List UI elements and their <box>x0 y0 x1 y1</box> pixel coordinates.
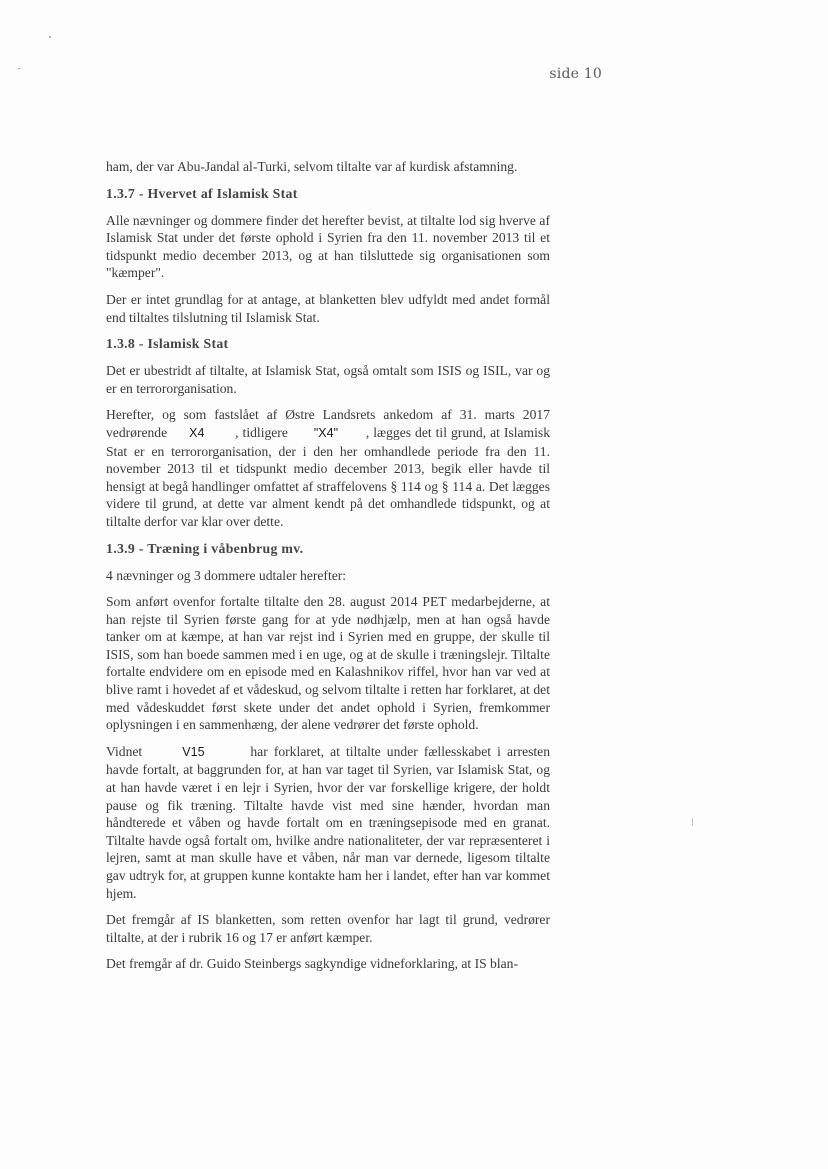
paragraph-1-3-9-b: Som anført ovenfor fortalte tiltalte den 28. august 2014 PET medarbejderne, at han rejste til Syrien første gang for at yde nødhjælp, men at han også havde tanker om at kæmpe, at han var rejst ind i Syrien med en gruppe, der skulle til ISIS, som han boede sammen med i en uge, og at de skulle i træningslejr. Tiltalte fortalte endvidere om en episode med en Kalashnikov riffel, hvor han var ved at blive ramt i hovedet af et vådeskud, og selvom tiltalte i retten har forklaret, at det med vådeskuddet først skete under det andet ophold i Syrien, fremkommer oplysningen i en sammenhæng, der alene vedrører det første ophold. <box>106 594 550 733</box>
scan-speck <box>49 36 51 38</box>
redaction-label: "X4" <box>313 425 339 440</box>
page-number: side 10 <box>549 66 602 82</box>
text-run: , lægges det til grund, at Islamisk Stat er en terrororganisation, der i den her omhandlede periode fra den 11. november 2013 til et tidspunkt medio december 2013, begik eller havde til hensigt at begå handlinger omfattet af straffelovens § 114 og § 114 a. Det lægges videre til grund, at dette var alment kendt på det omhandlede tidspunkt, og at tiltalte derfor var klar over dette. <box>106 424 550 529</box>
paragraph-1-3-7-b: Der er intet grundlag for at antage, at blanketten blev udfyldt med andet formål end tiltaltes tilslutning til Islamisk Stat. <box>106 291 550 325</box>
paragraph-1-3-9-a: 4 nævninger og 3 dommere udtaler herefter: <box>106 567 347 583</box>
scan-speck <box>692 818 693 826</box>
text-run: har forklaret, at tiltalte under fællesskabet i arresten havde fortalt, at baggrunden for, at han var taget til Syrien, var Islamisk Stat, og at han havde været i en lejr i Syrien, hvor der var forskellige krigere, der holdt pause og fik træning. Tiltalte havde vist med sine hænder, hvordan man håndterede et våben og havde fortalt om en træningsepisode med en granat. Tiltalte havde også fortalt om, hvilke andre nationaliteter, der var repræsenteret i lejren, samt at man skulle have et våben, når man var dernede, ligesom tiltalte gav udtryk for, at gruppen kunne kontakte ham her i landet, efter han var kommet hjem. <box>106 743 550 901</box>
paragraph-1-3-7-a: Alle nævninger og dommere finder det herefter bevist, at tiltalte lod sig hverve af Islamisk Stat under det første ophold i Syrien fra den 11. november 2013 til et tidspunkt medio december 2013, og at han tilsluttede sig organisationen som "kæmper". <box>106 212 550 281</box>
intro-paragraph: ham, der var Abu-Jandal al-Turki, selvom tiltalte var af kurdisk afstamning. <box>106 159 518 174</box>
paragraph-1-3-9-d: Det fremgår af IS blanketten, som retten ovenfor har lagt til grund, vedrører tiltalte, at der i rubrik 16 og 17 er anført kæmper. <box>106 912 550 945</box>
paragraph-1-3-9-c <box>106 743 550 902</box>
section-heading-1-3-9: 1.3.9 - Træning i våbenbrug mv. <box>106 540 304 556</box>
text-run: Herefter, og som fastslået af Østre Landsrets ankedom af 31. marts 2017 vedrørende <box>106 407 550 440</box>
scan-speck <box>18 68 20 69</box>
paragraph-1-3-8-a: Det er ubestridt af tiltalte, at Islamisk Stat, også omtalt som ISIS og ISIL, var og er en terrororganisation. <box>106 363 550 396</box>
text-run: Vidnet <box>106 743 143 759</box>
redaction-label: X4 <box>189 425 205 440</box>
redaction-label: V15 <box>182 744 205 759</box>
text-run: , tidligere <box>235 424 288 440</box>
section-heading-1-3-7: 1.3.7 - Hvervet af Islamisk Stat <box>106 185 298 201</box>
paragraph-1-3-8-b <box>106 406 550 530</box>
document-body <box>106 158 550 982</box>
paragraph-1-3-9-e: Det fremgår af dr. Guido Steinbergs sagkyndige vidneforklaring, at IS blan- <box>106 956 518 972</box>
section-heading-1-3-8: 1.3.8 - Islamisk Stat <box>106 336 229 352</box>
